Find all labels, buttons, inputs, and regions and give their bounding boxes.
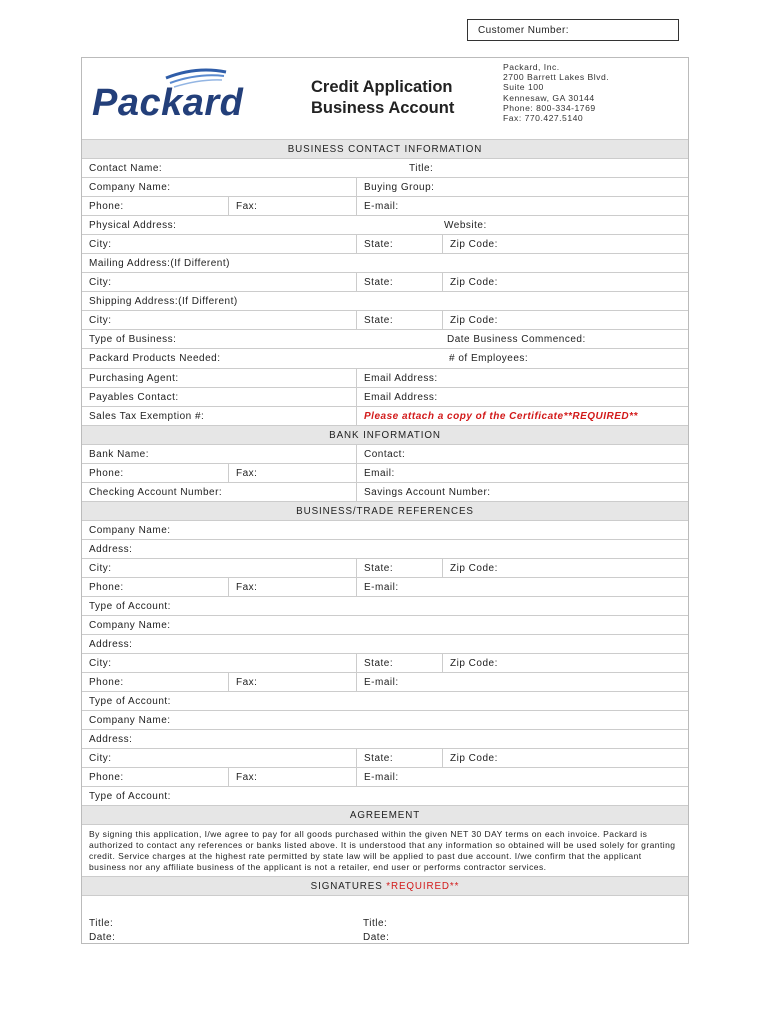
row-sales-tax (82, 406, 688, 425)
fax-label: Fax: (236, 771, 258, 783)
products-needed-label: Packard Products Needed: (89, 353, 221, 364)
customer-number-box[interactable] (467, 19, 679, 41)
email-label: E-mail: (364, 200, 399, 212)
city-label: City: (89, 752, 112, 764)
ref3-type-field[interactable] (82, 787, 688, 805)
ref2-address-row (82, 634, 688, 653)
row-type-of-business (82, 329, 688, 348)
signature-right[interactable] (363, 917, 389, 945)
physical-address-field[interactable] (82, 216, 437, 234)
ref2-email-field[interactable] (356, 673, 688, 691)
products-needed-field[interactable] (82, 349, 442, 368)
state-label: State: (364, 562, 394, 574)
city-field[interactable] (82, 311, 356, 329)
ref2-company-row (82, 615, 688, 634)
address-name: Packard, Inc. (503, 62, 560, 72)
fax-label: Fax: (236, 200, 258, 212)
purchasing-agent-label: Purchasing Agent: (89, 372, 179, 384)
zip-label: Zip Code: (450, 657, 498, 669)
state-label: State: (364, 314, 394, 326)
ref1-phone-field[interactable] (82, 578, 228, 596)
city-label: City: (89, 276, 112, 288)
fax-field[interactable] (228, 197, 356, 215)
fax-label: Fax: (236, 581, 258, 593)
ref2-city-field[interactable] (82, 654, 356, 672)
row-physical-address (82, 215, 688, 234)
ref3-address-field[interactable] (82, 730, 688, 748)
ref3-city-field[interactable] (82, 749, 356, 767)
ref1-company-field[interactable] (82, 521, 688, 539)
contact-name-label: Contact Name: (89, 162, 163, 174)
phone-label: Phone: (89, 676, 124, 688)
shipping-address-field[interactable] (82, 292, 688, 310)
shipping-address-label: Shipping Address:(If Different) (89, 295, 238, 307)
ref3-type-row (82, 786, 688, 805)
row-city-2 (82, 272, 688, 291)
city-field[interactable] (82, 235, 356, 253)
phone-label: Phone: (89, 581, 124, 593)
ref1-fax-field[interactable] (228, 578, 356, 596)
row-city-3 (82, 310, 688, 329)
address-label: Address: (89, 733, 133, 745)
company-name-label: Company Name: (89, 714, 171, 726)
title-label: Title: (409, 162, 434, 174)
ref3-company-field[interactable] (82, 711, 688, 729)
city-label: City: (89, 562, 112, 574)
ref2-city-row (82, 653, 688, 672)
state-label: State: (364, 238, 394, 250)
form-header (82, 58, 688, 139)
employees-label: # of Employees: (449, 353, 529, 364)
state-label: State: (364, 752, 394, 764)
phone-label: Phone: (89, 467, 124, 479)
ref1-phone-row (82, 577, 688, 596)
email-address-label: Email Address: (364, 372, 438, 384)
type-of-business-label: Type of Business: (89, 333, 177, 345)
sig-date-label: Date: (89, 932, 116, 943)
form-title (311, 77, 454, 119)
signatures-label: SIGNATURES (310, 881, 383, 892)
zip-label: Zip Code: (450, 314, 498, 326)
row-shipping-address (82, 291, 688, 310)
section-header-agreement: AGREEMENT (82, 805, 688, 824)
packard-logo (88, 64, 288, 131)
section-header-bank: BANK INFORMATION (82, 425, 688, 444)
ref3-email-field[interactable] (356, 768, 688, 786)
row-bank-name (82, 444, 688, 463)
form-title-line2: Business Account (311, 99, 455, 117)
ref1-city-row (82, 558, 688, 577)
row-city-1 (82, 234, 688, 253)
bank-email-field[interactable] (356, 464, 688, 482)
ref1-email-field[interactable] (356, 578, 688, 596)
checking-account-field[interactable] (82, 483, 356, 501)
purchasing-email-field[interactable] (356, 369, 688, 387)
date-commenced-label: Date Business Commenced: (447, 333, 586, 345)
company-name-label: Company Name: (89, 524, 171, 536)
row-products-needed (82, 348, 688, 368)
phone-field[interactable] (82, 197, 228, 215)
company-name-field[interactable] (82, 178, 356, 196)
form-title-line1: Credit Application (311, 78, 453, 96)
ref1-address-field[interactable] (82, 540, 688, 558)
ref3-phone-row (82, 767, 688, 786)
address-phone: Phone: 800-334-1769 (503, 102, 596, 113)
ref2-zip-field[interactable] (442, 654, 688, 672)
savings-account-label: Savings Account Number: (364, 486, 491, 498)
bank-fax-field[interactable] (228, 464, 356, 482)
state-field[interactable] (356, 273, 442, 291)
row-phone (82, 196, 688, 215)
zip-label: Zip Code: (450, 752, 498, 764)
date-commenced-field[interactable] (440, 330, 688, 348)
ref3-company-row (82, 710, 688, 729)
ref2-state-field[interactable] (356, 654, 442, 672)
email-label: Email: (364, 467, 395, 479)
row-contact-name (82, 158, 688, 177)
row-bank-phone (82, 463, 688, 482)
ref2-phone-row (82, 672, 688, 691)
website-field[interactable] (437, 216, 688, 234)
fax-label: Fax: (236, 467, 258, 479)
ref1-state-field[interactable] (356, 559, 442, 577)
ref3-fax-field[interactable] (228, 768, 356, 786)
address-street: 2700 Barrett Lakes Blvd. (503, 72, 610, 83)
ref3-address-row (82, 729, 688, 748)
ref2-fax-field[interactable] (228, 673, 356, 691)
city-field[interactable] (82, 273, 356, 291)
website-label: Website: (444, 219, 487, 231)
employees-field[interactable] (442, 349, 688, 368)
buying-group-label: Buying Group: (364, 181, 435, 193)
row-purchasing-agent (82, 368, 688, 387)
certificate-note (356, 407, 688, 425)
ref2-type-row (82, 691, 688, 710)
phone-label: Phone: (89, 200, 124, 212)
state-label: State: (364, 276, 394, 288)
email-label: E-mail: (364, 771, 399, 783)
signature-area[interactable] (82, 895, 688, 944)
ref1-type-field[interactable] (82, 597, 688, 615)
state-label: State: (364, 657, 394, 669)
physical-address-label: Physical Address: (89, 219, 177, 231)
address-label: Address: (89, 638, 133, 650)
ref1-city-field[interactable] (82, 559, 356, 577)
type-of-account-label: Type of Account: (89, 790, 171, 802)
payables-contact-field[interactable] (82, 388, 356, 406)
row-company-name (82, 177, 688, 196)
ref1-address-row (82, 539, 688, 558)
zip-field[interactable] (442, 311, 688, 329)
section-header-signatures (82, 876, 688, 895)
mailing-address-field[interactable] (82, 254, 688, 272)
email-label: E-mail: (364, 581, 399, 593)
ref3-city-row (82, 748, 688, 767)
company-name-label: Company Name: (89, 619, 171, 631)
company-address (503, 62, 609, 123)
ref3-phone-field[interactable] (82, 768, 228, 786)
phone-label: Phone: (89, 771, 124, 783)
address-city: Kennesaw, GA 30144 (503, 92, 595, 103)
city-label: City: (89, 238, 112, 250)
ref3-state-field[interactable] (356, 749, 442, 767)
customer-number-label: Customer Number: (478, 25, 569, 36)
mailing-address-label: Mailing Address:(If Different) (89, 257, 230, 269)
sales-tax-field[interactable] (82, 407, 356, 425)
sig-date-label: Date: (363, 932, 390, 943)
zip-label: Zip Code: (450, 562, 498, 574)
email-field[interactable] (356, 197, 688, 215)
type-of-account-label: Type of Account: (89, 600, 171, 612)
ref3-zip-field[interactable] (442, 749, 688, 767)
email-label: E-mail: (364, 676, 399, 688)
ref2-phone-field[interactable] (82, 673, 228, 691)
sig-title-label: Title: (89, 918, 114, 929)
signature-left[interactable] (89, 917, 115, 945)
type-of-account-label: Type of Account: (89, 695, 171, 707)
agreement-text: By signing this application, I/we agree to pay for all goods purchased within the given NET 30 DAY terms on each invoice. Packard is authorized to contact any references or banks listed above. It is understood that any information so obtained will be used solely for granting credit. Service charges at the highest rate permitted by state law will be applied to past due account. I/we confirm that the applicant business nor any affiliate business of the applicant is not a retailer, end user or performs contractor services. (89, 829, 676, 872)
zip-label: Zip Code: (450, 238, 498, 250)
city-label: City: (89, 314, 112, 326)
zip-field[interactable] (442, 273, 688, 291)
sig-title-label: Title: (363, 918, 388, 929)
title-field[interactable] (402, 159, 688, 177)
address-label: Address: (89, 543, 133, 555)
purchasing-agent-field[interactable] (82, 369, 356, 387)
zip-field[interactable] (442, 235, 688, 253)
payables-email-field[interactable] (356, 388, 688, 406)
sales-tax-label: Sales Tax Exemption #: (89, 410, 205, 422)
email-address-label: Email Address: (364, 391, 438, 403)
type-of-business-field[interactable] (82, 330, 440, 348)
checking-account-label: Checking Account Number: (89, 486, 223, 498)
row-mailing-address (82, 253, 688, 272)
ref2-company-field[interactable] (82, 616, 688, 634)
row-bank-accounts (82, 482, 688, 501)
bank-contact-field[interactable] (356, 445, 688, 463)
city-label: City: (89, 657, 112, 669)
contact-name-field[interactable] (82, 159, 402, 177)
address-suite: Suite 100 (503, 82, 544, 93)
company-name-label: Company Name: (89, 181, 171, 193)
section-header-trade: BUSINESS/TRADE REFERENCES (82, 501, 688, 520)
ref2-address-field[interactable] (82, 635, 688, 653)
credit-application-form (81, 57, 689, 944)
signatures-required: *REQUIRED** (386, 881, 460, 892)
fax-label: Fax: (236, 676, 258, 688)
certificate-required-note: Please attach a copy of the Certificate**REQUIRED** (364, 410, 638, 422)
savings-account-field[interactable] (356, 483, 688, 501)
ref1-type-row (82, 596, 688, 615)
bank-name-field[interactable] (82, 445, 356, 463)
svg-text:Packard: Packard (92, 82, 244, 124)
buying-group-field[interactable] (356, 178, 688, 196)
ref1-zip-field[interactable] (442, 559, 688, 577)
zip-label: Zip Code: (450, 276, 498, 288)
row-payables-contact (82, 387, 688, 406)
bank-name-label: Bank Name: (89, 448, 150, 460)
address-fax: Fax: 770.427.5140 (503, 113, 584, 124)
section-header-contact: BUSINESS CONTACT INFORMATION (82, 139, 688, 158)
bank-contact-label: Contact: (364, 448, 406, 460)
ref1-company-row (82, 520, 688, 539)
state-field[interactable] (356, 235, 442, 253)
state-field[interactable] (356, 311, 442, 329)
ref2-type-field[interactable] (82, 692, 688, 710)
bank-phone-field[interactable] (82, 464, 228, 482)
payables-contact-label: Payables Contact: (89, 391, 179, 403)
agreement-block (82, 824, 688, 876)
